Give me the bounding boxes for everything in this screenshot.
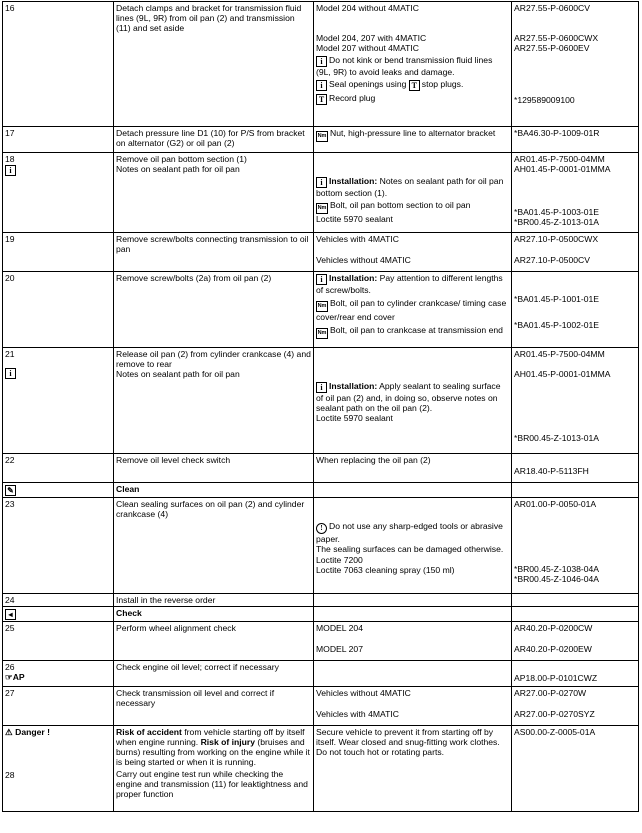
note-text: Seal openings using [329, 79, 407, 90]
step-refs: AR01.00-P-0050-01A *BR00.45-Z-1038-04A *BR00.45-Z-1046-04A [512, 498, 639, 594]
table-row [3, 498, 639, 594]
step-notes: i Installation: Pay attention to different lengths of screw/bolts. Nm Bolt, oil pan to cylinder crankcase/ timing case cover/rear end cover Nm Bolt, oil pan to crankcase at transmission end [314, 272, 512, 348]
section-row [3, 483, 639, 498]
step-refs: AR27.00-P-0270W AR27.00-P-0270SYZ [512, 687, 639, 726]
step-action: Remove screw/bolts connecting transmission to oil pan [114, 233, 314, 272]
info-icon: i [316, 80, 327, 91]
table-row [3, 348, 639, 454]
section-icon-cell [3, 607, 114, 622]
step-action: Remove oil level check switch [114, 454, 314, 483]
step-refs: *BA01.45-P-1001-01E *BA01.45-P-1002-01E [512, 272, 639, 348]
info-icon: i [316, 274, 327, 285]
step-number: ⚠ Danger ! 28 [3, 726, 114, 812]
note-text: Model 204, 207 with 4MATIC [316, 33, 427, 44]
step-notes: ! Do not use any sharp-edged tools or abrasive paper. The sealing surfaces can be damaged otherwise. Loctite 7200 Loctite 7063 cleaning spray (150 ml) [314, 498, 512, 594]
step-action: Check transmission oil level and correct if necessary [114, 687, 314, 726]
step-number: 22 [3, 454, 114, 483]
table-row [3, 127, 639, 153]
step-notes [314, 127, 512, 153]
info-icon: i [316, 382, 327, 393]
step-notes: When replacing the oil pan (2) [314, 454, 512, 483]
torque-icon: Nm [316, 131, 328, 142]
step-refs [512, 127, 639, 153]
caution-icon: ! [316, 523, 327, 534]
step-action: Clean sealing surfaces on oil pan (2) and cylinder crankcase (4) [114, 498, 314, 594]
step-notes: i Installation: Apply sealant to sealing surface of oil pan (2) and, in doing so, observe notes on sealant path on the oil pan (2). Loctite 5970 sealant [314, 348, 512, 454]
step-action: Risk of accident from vehicle starting off by itself when engine running. Risk of injury (bruises and burns) resulting from working on the engine while it is being started or when it is running. Carry out engine test run while checking the engine and transmission (11) for leaktightness and proper function [114, 726, 314, 812]
table-row [3, 622, 639, 661]
step-notes: Secure vehicle to prevent it from starting off by itself. Wear closed and snug-fitting work clothes. Do not touch hot or rotating parts. [314, 726, 512, 812]
step-number: 20 [3, 272, 114, 348]
table-row [3, 233, 639, 272]
step-action: Install in the reverse order [114, 594, 314, 607]
table-row [3, 454, 639, 483]
step-action: Check engine oil level; correct if necessary [114, 661, 314, 687]
note-text: Do not kink or bend transmission fluid lines (9L, 9R) to avoid leaks and damage. [316, 55, 493, 78]
note-text: Nut, high-pressure line to alternator bracket [330, 128, 496, 138]
step-refs: AS00.00-Z-0005-01A [512, 726, 639, 812]
table-row [3, 687, 639, 726]
section-row [3, 607, 639, 622]
step-refs [512, 2, 639, 127]
procedure-table [2, 1, 639, 812]
info-icon: i [316, 177, 327, 188]
cleaning-icon: ✎ [5, 485, 16, 496]
note-text: Model 204 without 4MATIC [316, 3, 420, 13]
table-row [3, 594, 639, 607]
ref-text: *129589009100 [514, 95, 575, 106]
step-action: Release oil pan (2) from cylinder crankcase (4) and remove to rear Notes on sealant path for oil pan [114, 348, 314, 454]
step-refs: AP18.00-P-0101CWZ [512, 661, 639, 687]
note-text: Model 207 without 4MATIC [316, 43, 420, 54]
tool-icon: T [409, 80, 420, 91]
step-notes: Vehicles without 4MATIC Vehicles with 4MATIC [314, 687, 512, 726]
info-icon: i [316, 56, 327, 67]
step-number: 17 [3, 127, 114, 153]
check-icon: ◂ [5, 609, 16, 620]
note-text: Record plug [329, 93, 376, 104]
section-title: Check [114, 607, 314, 622]
step-action: Remove oil pan bottom section (1) Notes on sealant path for oil pan [114, 153, 314, 233]
warning-icon: ⚠ [5, 727, 13, 738]
step-notes: Vehicles with 4MATIC Vehicles without 4MATIC [314, 233, 512, 272]
pointer-icon: ☞ [5, 672, 13, 683]
table-row [3, 2, 639, 127]
step-number: 23 [3, 498, 114, 594]
ref-text: AR27.55-P-0600CV [514, 3, 590, 13]
ref-text: *BA46.30-P-1009-01R [514, 128, 600, 138]
step-refs: AR27.10-P-0500CWX AR27.10-P-0500CV [512, 233, 639, 272]
ref-text: AR27.55-P-0600CWX [514, 33, 599, 44]
table-row [3, 272, 639, 348]
step-notes [314, 2, 512, 127]
step-refs: AR40.20-P-0200CW AR40.20-P-0200EW [512, 622, 639, 661]
step-number: 24 [3, 594, 114, 607]
torque-icon: Nm [316, 328, 328, 339]
step-action: Detach pressure line D1 (10) for P/S from bracket on alternator (G2) or oil pan (2) [114, 127, 314, 153]
torque-icon: Nm [316, 203, 328, 214]
step-number: 16 [3, 2, 114, 127]
table-row [3, 153, 639, 233]
step-number: 18 i [3, 153, 114, 233]
section-icon-cell [3, 483, 114, 498]
info-icon: i [5, 368, 16, 379]
table-row [3, 726, 639, 812]
table-row [3, 661, 639, 687]
step-refs: AR01.45-P-7500-04MM AH01.45-P-0001-01MMA *BR00.45-Z-1013-01A [512, 348, 639, 454]
step-notes: i Installation: Notes on sealant path for oil pan bottom section (1). Nm Bolt, oil pan bottom section to oil pan Loctite 5970 sealant [314, 153, 512, 233]
step-action: Detach clamps and bracket for transmission fluid lines (9L, 9R) from oil pan (2) and transmission (11) and set aside [114, 2, 314, 127]
step-notes: MODEL 204 MODEL 207 [314, 622, 512, 661]
step-number: 21 i [3, 348, 114, 454]
step-number: 19 [3, 233, 114, 272]
info-icon: i [5, 165, 16, 176]
ref-text: AR27.55-P-0600EV [514, 43, 590, 54]
section-title: Clean [114, 483, 314, 498]
step-action: Remove screw/bolts (2a) from oil pan (2) [114, 272, 314, 348]
step-refs: AR18.40-P-5113FH [512, 454, 639, 483]
tool-icon: T [316, 94, 327, 105]
step-refs: AR01.45-P-7500-04MM AH01.45-P-0001-01MMA *BA01.45-P-1003-01E *BR00.45-Z-1013-01A [512, 153, 639, 233]
step-action: Perform wheel alignment check [114, 622, 314, 661]
note-text: stop plugs. [421, 79, 464, 90]
torque-icon: Nm [316, 301, 328, 312]
step-number: 27 [3, 687, 114, 726]
step-number: 26 ☞AP [3, 661, 114, 687]
step-number: 25 [3, 622, 114, 661]
